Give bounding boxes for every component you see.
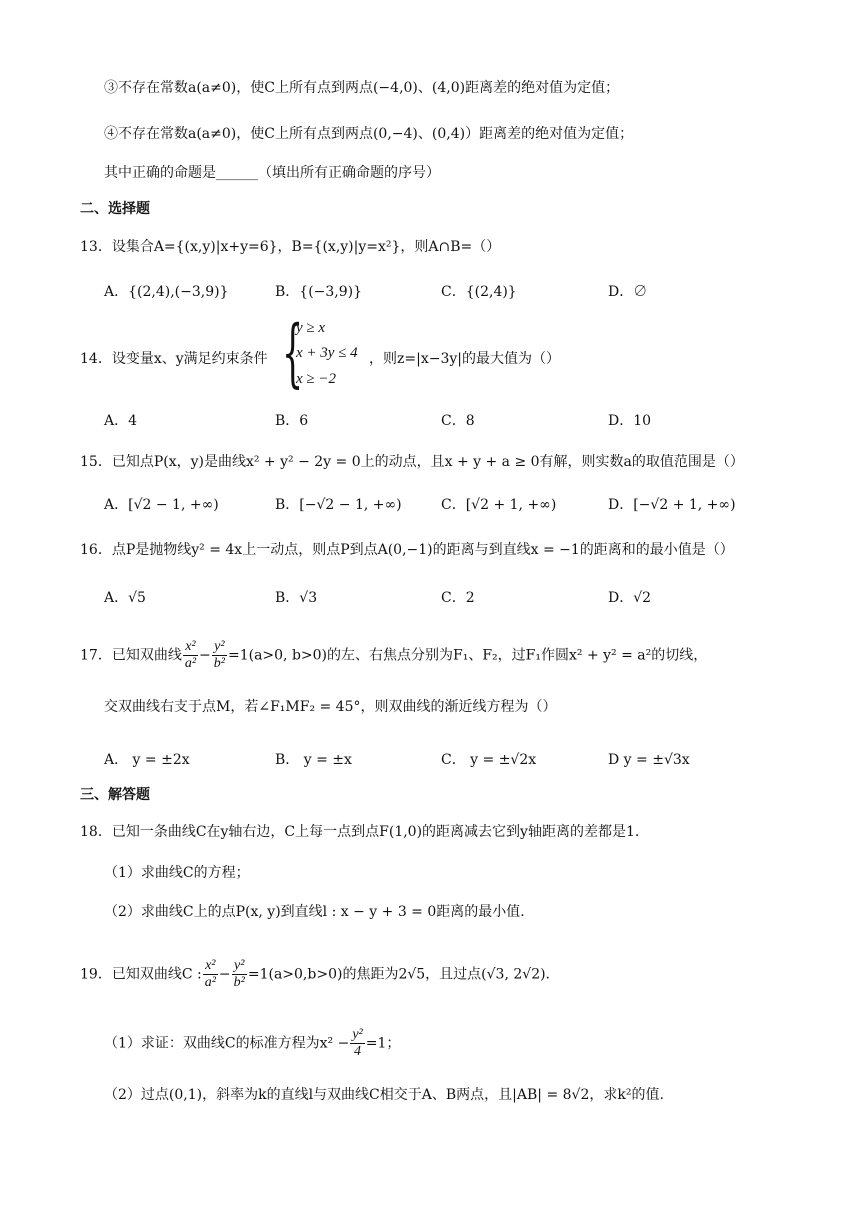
q17-fraction-y <box>212 639 227 672</box>
q17-stem-pre: 17．已知双曲线 <box>80 647 182 664</box>
q14-stem-post: ，则z=|x−3y|的最大值为（） <box>369 351 560 367</box>
q19-part2: （2）过点(0,1)，斜率为k的直线l与双曲线C相交于A、B两点，且|AB| = 8√2，求k²的值. <box>104 1087 664 1103</box>
q17-option-b: B． y = ±x <box>275 752 352 768</box>
q18-stem: 18．已知一条曲线C在y轴右边，C上每一点到点F(1,0)的距离减去它到y轴距离的差都是1. <box>80 824 640 840</box>
q15-option-b: B．[−√2 − 1, +∞) <box>275 497 402 513</box>
q14-option-d: D．10 <box>608 413 652 429</box>
q16-stem: 16．点P是抛物线y² = 4x上一动点，则点P到点A(0,−1)的距离与到直线x = −1的距离和的最小值是（） <box>80 542 734 558</box>
q19-part1-fraction <box>350 1027 364 1060</box>
q17-stem-mid: =1(a>0, b>0)的左、右焦点分别为F₁、F₂，过F₁作圆x² + y² = a²的切线， <box>227 647 708 664</box>
q19-fraction-x <box>203 958 218 991</box>
q19-stem-pre: 19．已知双曲线C : <box>80 966 202 983</box>
q19-minus: − <box>218 966 231 983</box>
q19-part1 <box>104 1027 400 1060</box>
q14-constraint-2: x + 3y ≤ 4 <box>296 345 358 361</box>
q19-part1-pre: （1）求证：双曲线C的标准方程为x² − <box>104 1035 350 1052</box>
q16-option-a: A．√5 <box>104 590 146 606</box>
q14-stem-pre: 14．设变量x、y满足约束条件 <box>80 351 268 367</box>
q17-minus: − <box>199 647 211 664</box>
q13-option-d: D．∅ <box>608 284 648 300</box>
q15-option-a: A．[√2 − 1, +∞) <box>104 497 219 513</box>
q17-frac-den-2: b² <box>213 656 225 671</box>
q19-part1-post: =1； <box>365 1035 401 1052</box>
q17-frac-num-1: x² <box>183 639 198 656</box>
q18-part1: （1）求曲线C的方程； <box>104 865 250 881</box>
q14-constraint-1: y ≥ x <box>296 320 326 336</box>
q16-option-b: B．√3 <box>275 590 318 606</box>
q19-stem-post: =1(a>0,b>0)的焦距为2√5，且过点(√3, 2√2). <box>247 966 551 983</box>
q14-constraint-3: x ≥ −2 <box>296 371 337 387</box>
answer-prompt: 其中正确的命题是______（填出所有正确命题的序号） <box>104 165 440 181</box>
q19-frac-num-2: y² <box>232 958 247 975</box>
section-choice-heading: 二、选择题 <box>80 201 150 217</box>
q13-stem: 13．设集合A={(x,y)|x+y=6}，B={(x,y)|y=x²}，则A∩B=（） <box>80 239 501 255</box>
q15-stem: 15．已知点P(x，y)是曲线x² + y² − 2y = 0上的动点，且x + y + a ≥ 0有解，则实数a的取值范围是（） <box>80 454 744 470</box>
q13-option-b: B．{(−3,9)} <box>275 284 363 300</box>
q17-stem-line2: 交双曲线右支于点M，若∠F₁MF₂ = 45°，则双曲线的渐近线方程为（） <box>104 699 557 715</box>
q17-stem-line1 <box>80 639 707 672</box>
q19-part1-frac-den: 4 <box>354 1044 362 1059</box>
section-solve-heading: 三、解答题 <box>80 787 150 803</box>
q19-part1-frac-num: y² <box>352 1027 363 1042</box>
q13-option-a: A．{(2,4),(−3,9)} <box>104 284 229 300</box>
q17-fraction-x <box>183 639 198 672</box>
q13-option-c: C．{(2,4)} <box>441 284 517 300</box>
q16-option-d: D．√2 <box>608 590 652 606</box>
q14-option-b: B．6 <box>275 413 309 429</box>
q14-option-a: A．4 <box>104 413 138 429</box>
q16-option-c: C．2 <box>441 590 475 606</box>
q14-option-c: C．8 <box>441 413 475 429</box>
left-brace-icon: { <box>282 310 304 396</box>
q17-option-d: D y = ±√3x <box>608 752 690 768</box>
q19-stem <box>80 958 550 991</box>
item-3: ③不存在常数a(a≠0)，使C上所有点到两点(−4,0)、(4,0)距离差的绝对值为定值； <box>104 80 620 96</box>
q15-option-d: D．[−√2 + 1, +∞) <box>608 497 736 513</box>
q17-option-a: A． y = ±2x <box>104 752 190 768</box>
q15-option-c: C．[√2 + 1, +∞) <box>441 497 557 513</box>
q17-frac-den-1: a² <box>184 656 197 671</box>
q19-frac-den-2: b² <box>233 975 245 990</box>
q17-frac-num-2: y² <box>212 639 227 656</box>
q19-frac-den-1: a² <box>204 975 216 990</box>
q19-fraction-y <box>232 958 247 991</box>
item-4: ④不存在常数a(a≠0)，使C上所有点到两点(0,−4)、(0,4)）距离差的绝对值为定值； <box>104 126 634 142</box>
q19-frac-num-1: x² <box>203 958 218 975</box>
q17-option-c: C． y = ±√2x <box>441 752 537 768</box>
q18-part2: （2）求曲线C上的点P(x, y)到直线l : x − y + 3 = 0距离的最小值. <box>104 904 525 920</box>
